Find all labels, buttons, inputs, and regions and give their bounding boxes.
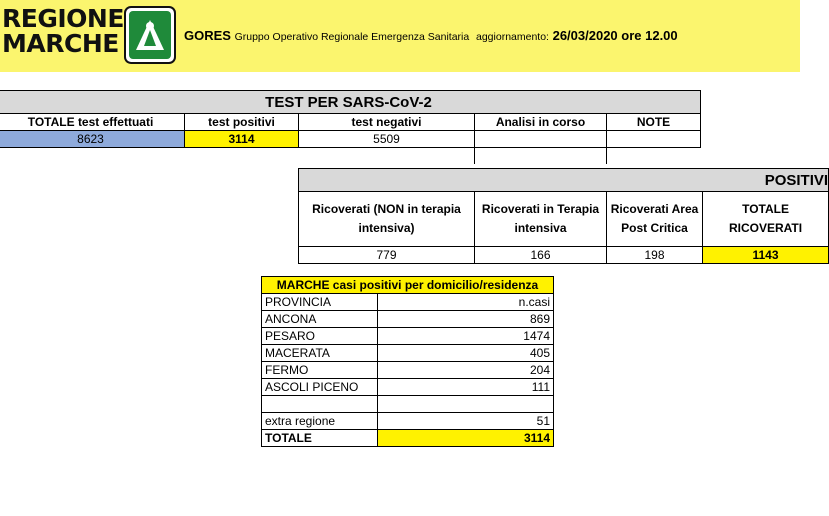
- table-row: [262, 413, 554, 430]
- province-cases: 869: [378, 311, 554, 328]
- table-row: [262, 345, 554, 362]
- spacer-cell: [475, 148, 607, 165]
- spacer-cell: [0, 148, 185, 165]
- col-provincia: PROVINCIA: [262, 294, 378, 311]
- val-ricoverati-non-ti: 779: [299, 247, 475, 264]
- spacer-cell: [299, 148, 475, 165]
- table-row: [262, 396, 554, 413]
- spacer-cell: [185, 148, 299, 165]
- province-name: ASCOLI PICENO: [262, 379, 378, 396]
- logo-line-2: MARCHE: [2, 29, 119, 58]
- val-test-positivi: 3114: [185, 131, 299, 148]
- col-test-negativi: test negativi: [299, 114, 475, 131]
- logo-line-1: REGIONE: [2, 4, 124, 33]
- update-timestamp: 26/03/2020 ore 12.00: [552, 28, 678, 43]
- val-note: [607, 131, 701, 148]
- total-label: TOTALE: [262, 430, 378, 447]
- col-ricoverati-non-ti: Ricoverati (NON in terapia intensiva): [299, 192, 475, 247]
- province-table: [261, 276, 554, 447]
- regione-marche-logo: [2, 6, 124, 56]
- province-name: FERMO: [262, 362, 378, 379]
- col-totale-test: TOTALE test effettuati: [0, 114, 185, 131]
- province-name: [262, 396, 378, 413]
- table-row: [262, 311, 554, 328]
- province-cases: 405: [378, 345, 554, 362]
- province-name: MACERATA: [262, 345, 378, 362]
- total-value: 3114: [378, 430, 554, 447]
- positivi-table-title: POSITIVI: [299, 169, 829, 192]
- province-cases: 51: [378, 413, 554, 430]
- table-row: [262, 362, 554, 379]
- col-ricoverati-post-critica: Ricoverati Area Post Critica: [607, 192, 703, 247]
- province-name: extra regione: [262, 413, 378, 430]
- province-cases: 1474: [378, 328, 554, 345]
- col-totale-ricoverati: TOTALE RICOVERATI: [703, 192, 829, 247]
- test-table: [0, 90, 701, 164]
- province-name: PESARO: [262, 328, 378, 345]
- val-test-negativi: 5509: [299, 131, 475, 148]
- val-ricoverati-ti: 166: [475, 247, 607, 264]
- table-row: [262, 328, 554, 345]
- total-row: [262, 430, 554, 447]
- update-label: aggiornamento:: [476, 31, 549, 43]
- regione-marche-emblem-icon: [124, 6, 176, 64]
- update-info: [476, 28, 678, 43]
- val-ricoverati-post-critica: 198: [607, 247, 703, 264]
- spacer-cell: [607, 148, 701, 165]
- gores-description: Gruppo Operativo Regionale Emergenza Sanitaria: [234, 31, 470, 43]
- province-table-title: MARCHE casi positivi per domicilio/residenza: [262, 277, 554, 294]
- header-band: [0, 0, 800, 72]
- province-cases: [378, 396, 554, 413]
- col-note: NOTE: [607, 114, 701, 131]
- province-cases: 111: [378, 379, 554, 396]
- positivi-table: [298, 168, 829, 264]
- gores-label: GORES: [184, 28, 231, 43]
- val-totale-test: 8623: [0, 131, 185, 148]
- province-cases: 204: [378, 362, 554, 379]
- val-analisi-in-corso: [475, 131, 607, 148]
- province-name: ANCONA: [262, 311, 378, 328]
- val-totale-ricoverati: 1143: [703, 247, 829, 264]
- table-row: [262, 379, 554, 396]
- gores-title: [184, 28, 469, 43]
- col-test-positivi: test positivi: [185, 114, 299, 131]
- col-analisi-in-corso: Analisi in corso: [475, 114, 607, 131]
- test-table-title: TEST PER SARS-CoV-2: [0, 91, 701, 114]
- col-ricoverati-ti: Ricoverati in Terapia intensiva: [475, 192, 607, 247]
- col-n-casi: n.casi: [378, 294, 554, 311]
